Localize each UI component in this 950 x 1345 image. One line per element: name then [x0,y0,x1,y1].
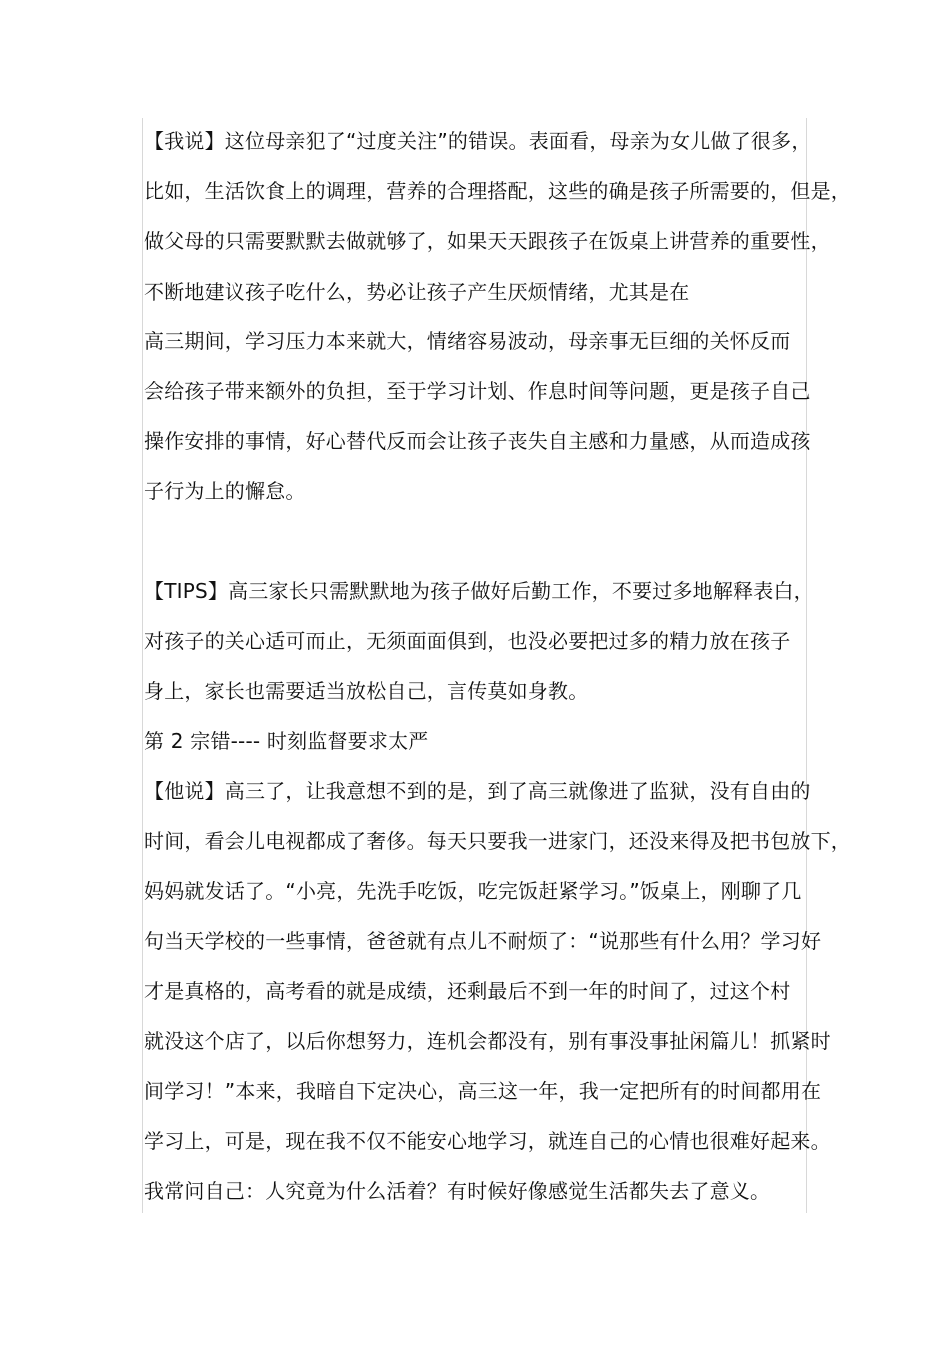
text-line: 做父母的只需要默默去做就够了，如果天天跟孩子在饭桌上讲营养的重要性， [144,229,831,253]
text-line: 比如，生活饮食上的调理，营养的合理搭配，这些的确是孩子所需要的，但是， [144,179,851,203]
text-line: 间学习！”本来，我暗自下定决心，高三这一年，我一定把所有的时间都用在 [144,1079,822,1103]
text-line: 我常问自己：人究竟为什么活着？有时候好像感觉生活都失去了意义。 [144,1179,771,1203]
text-line: 就没这个店了，以后你想努力，连机会都没有，别有事没事扯闲篇儿！抓紧时 [144,1029,831,1053]
text-line: 句当天学校的一些事情，爸爸就有点儿不耐烦了：“说那些有什么用？学习好 [144,929,822,953]
section-heading: 第 2 宗错---- 时刻监督要求太严 [144,729,429,753]
text-line: 会给孩子带来额外的负担，至于学习计划、作息时间等问题，更是孩子自己 [144,379,811,403]
text-line: 身上，家长也需要适当放松自己，言传莫如身教。 [144,679,589,703]
text-line: 操作安排的事情，好心替代反而会让孩子丧失自主感和力量感，从而造成孩 [144,429,811,453]
text-line: 才是真格的，高考看的就是成绩，还剩最后不到一年的时间了，过这个村 [144,979,791,1003]
text-line: 子行为上的懈怠。 [144,479,306,503]
text-line: 不断地建议孩子吃什么，势必让孩子产生厌烦情绪，尤其是在 [144,280,690,304]
text-line: 【我说】这位母亲犯了“过度关注”的错误。表面看，母亲为女儿做了很多， [144,129,812,153]
left-margin-rule [142,118,143,1213]
text-line: 【他说】高三了，让我意想不到的是，到了高三就像进了监狱，没有自由的 [144,779,811,803]
text-line: 时间，看会儿电视都成了奢侈。每天只要我一进家门，还没来得及把书包放下， [144,829,851,853]
text-line: 高三期间，学习压力本来就大，情绪容易波动，母亲事无巨细的关怀反而 [144,329,791,353]
text-line: 学习上，可是，现在我不仅不能安心地学习，就连自己的心情也很难好起来。 [144,1129,831,1153]
text-line: 妈妈就发话了。“小亮，先洗手吃饭，吃完饭赶紧学习。”饭桌上，刚聊了几 [144,879,802,903]
text-line: 对孩子的关心适可而止，无须面面俱到，也没必要把过多的精力放在孩子 [144,629,791,653]
text-line: 【TIPS】高三家长只需默默地为孩子做好后勤工作，不要过多地解释表白， [144,579,814,603]
